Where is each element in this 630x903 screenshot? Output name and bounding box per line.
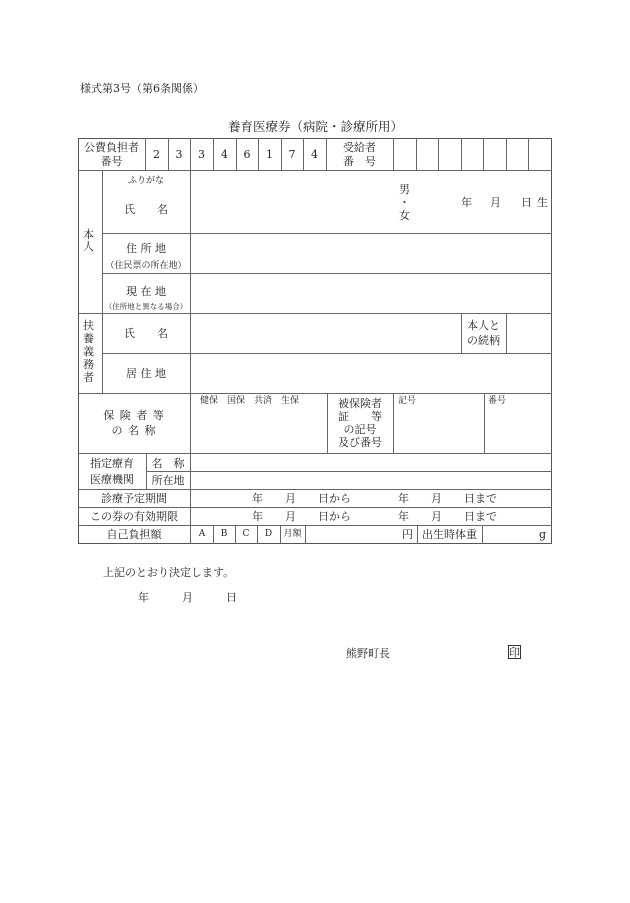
insured-label-line2: 証 等 xyxy=(338,410,382,423)
yen-label: 円 xyxy=(402,528,413,541)
institution-name-field[interactable] xyxy=(191,454,551,470)
symbol-field[interactable] xyxy=(394,394,483,452)
treatment-period-from: 年 月 日から xyxy=(252,492,351,505)
sex-dot: ・ xyxy=(399,196,410,209)
insured-label-line1: 被保険者 xyxy=(338,397,382,410)
birth-suffix-label: 生 xyxy=(537,196,548,209)
address-note: （住民票の所在地） xyxy=(105,261,187,271)
divider xyxy=(78,489,552,490)
treatment-period-to: 年 月 日まで xyxy=(398,492,497,505)
validity-to: 年 月 日まで xyxy=(398,510,497,523)
relation-label-line2: の続柄 xyxy=(467,334,500,347)
institution-name-label: 名 称 xyxy=(151,457,185,470)
mayor-label: 熊野町長 xyxy=(346,647,390,660)
sex-male: 男 xyxy=(399,183,410,196)
recipient-digit-field[interactable] xyxy=(417,139,438,170)
recipient-digit-field[interactable] xyxy=(462,139,483,170)
decision-statement: 上記のとおり決定します。 xyxy=(103,566,235,579)
institution-label-line2: 医療機関 xyxy=(90,473,134,486)
recipient-label-line2: 番 号 xyxy=(343,155,376,168)
current-location-field[interactable] xyxy=(191,274,551,313)
current-location-note: （住所地と異なる場合） xyxy=(104,302,188,311)
payer-label-line2: 番号 xyxy=(100,155,123,168)
birth-weight-label: 出生時体重 xyxy=(422,528,477,541)
copay-class-b[interactable]: B xyxy=(220,529,228,539)
insured-label-line4: 及び番号 xyxy=(338,436,382,449)
patient-name-label: 氏 名 xyxy=(124,203,168,216)
monthly-amount-field[interactable] xyxy=(306,526,402,543)
furigana-label: ふりがな xyxy=(127,176,164,186)
payer-digit: 1 xyxy=(266,148,273,161)
insurer-label-line1: 保 険 者 等 xyxy=(103,409,165,422)
relation-label-line1: 本人と xyxy=(467,319,500,332)
monthly-label: 月額 xyxy=(283,529,302,539)
patient-name-field[interactable] xyxy=(191,171,391,233)
validity-from: 年 月 日から xyxy=(252,510,351,523)
seal-mark: 印 xyxy=(509,646,520,659)
insured-label-line3: の記号 xyxy=(343,423,377,436)
guardian-section-label: 扶養義務者 xyxy=(83,319,94,384)
recipient-digit-field[interactable] xyxy=(529,139,551,170)
guardian-name-field[interactable] xyxy=(191,314,460,353)
recipient-label-line1: 受給者 xyxy=(343,141,376,154)
recipient-digit-field[interactable] xyxy=(507,139,528,170)
copay-class-d[interactable]: D xyxy=(264,529,273,539)
birth-month-label: 月 xyxy=(490,196,501,209)
divider xyxy=(78,507,552,508)
insurance-types: 健保 国保 共済 生保 xyxy=(200,396,300,406)
treatment-period-label: 診療予定期間 xyxy=(101,492,167,505)
payer-digit: 3 xyxy=(175,148,183,161)
institution-location-field[interactable] xyxy=(191,472,551,488)
recipient-digit-field[interactable] xyxy=(394,139,416,170)
address-label: 住 所 地 xyxy=(126,242,166,255)
institution-location-label: 所在地 xyxy=(151,474,185,487)
patient-section-label: 本人 xyxy=(83,228,94,253)
insurer-name-field[interactable] xyxy=(191,394,326,452)
payer-digit: 3 xyxy=(198,148,205,161)
guardian-name-label: 氏 名 xyxy=(124,327,168,340)
copay-class-a[interactable]: A xyxy=(198,529,206,539)
current-location-label: 現 在 地 xyxy=(126,285,166,298)
guardian-residence-label: 居 住 地 xyxy=(126,367,166,380)
address-field[interactable] xyxy=(191,234,551,272)
payer-digit: 2 xyxy=(153,148,160,161)
relation-field[interactable] xyxy=(507,314,551,353)
validity-label: この券の有効期限 xyxy=(90,510,178,523)
number-label: 番号 xyxy=(488,396,507,406)
form-number-label: 様式第3号（第6条関係） xyxy=(80,82,204,95)
payer-label-line1: 公費負担者 xyxy=(84,141,139,154)
recipient-digit-field[interactable] xyxy=(439,139,461,170)
copay-class-c[interactable]: C xyxy=(242,529,250,539)
payer-digit: 7 xyxy=(288,148,296,161)
payer-digit: 6 xyxy=(243,148,251,161)
decision-date: 年 月 日 xyxy=(138,591,237,604)
payer-digit: 4 xyxy=(311,148,318,161)
number-field[interactable] xyxy=(485,394,551,452)
institution-label-line1: 指定療育 xyxy=(90,457,134,470)
payer-digit: 4 xyxy=(221,148,228,161)
gram-label: g xyxy=(539,528,547,541)
symbol-label: 記号 xyxy=(398,396,417,406)
sex-female: 女 xyxy=(399,209,410,222)
insurer-label-line2: の 名 称 xyxy=(111,424,157,437)
birth-weight-field[interactable] xyxy=(483,526,537,543)
birth-day-label: 日 xyxy=(521,196,532,209)
birth-year-label: 年 xyxy=(461,196,472,209)
form-title: 養育医療券（病院・診療所用） xyxy=(228,119,404,134)
guardian-residence-field[interactable] xyxy=(191,354,551,393)
recipient-digit-field[interactable] xyxy=(484,139,506,170)
copay-label: 自己負担額 xyxy=(106,528,162,541)
